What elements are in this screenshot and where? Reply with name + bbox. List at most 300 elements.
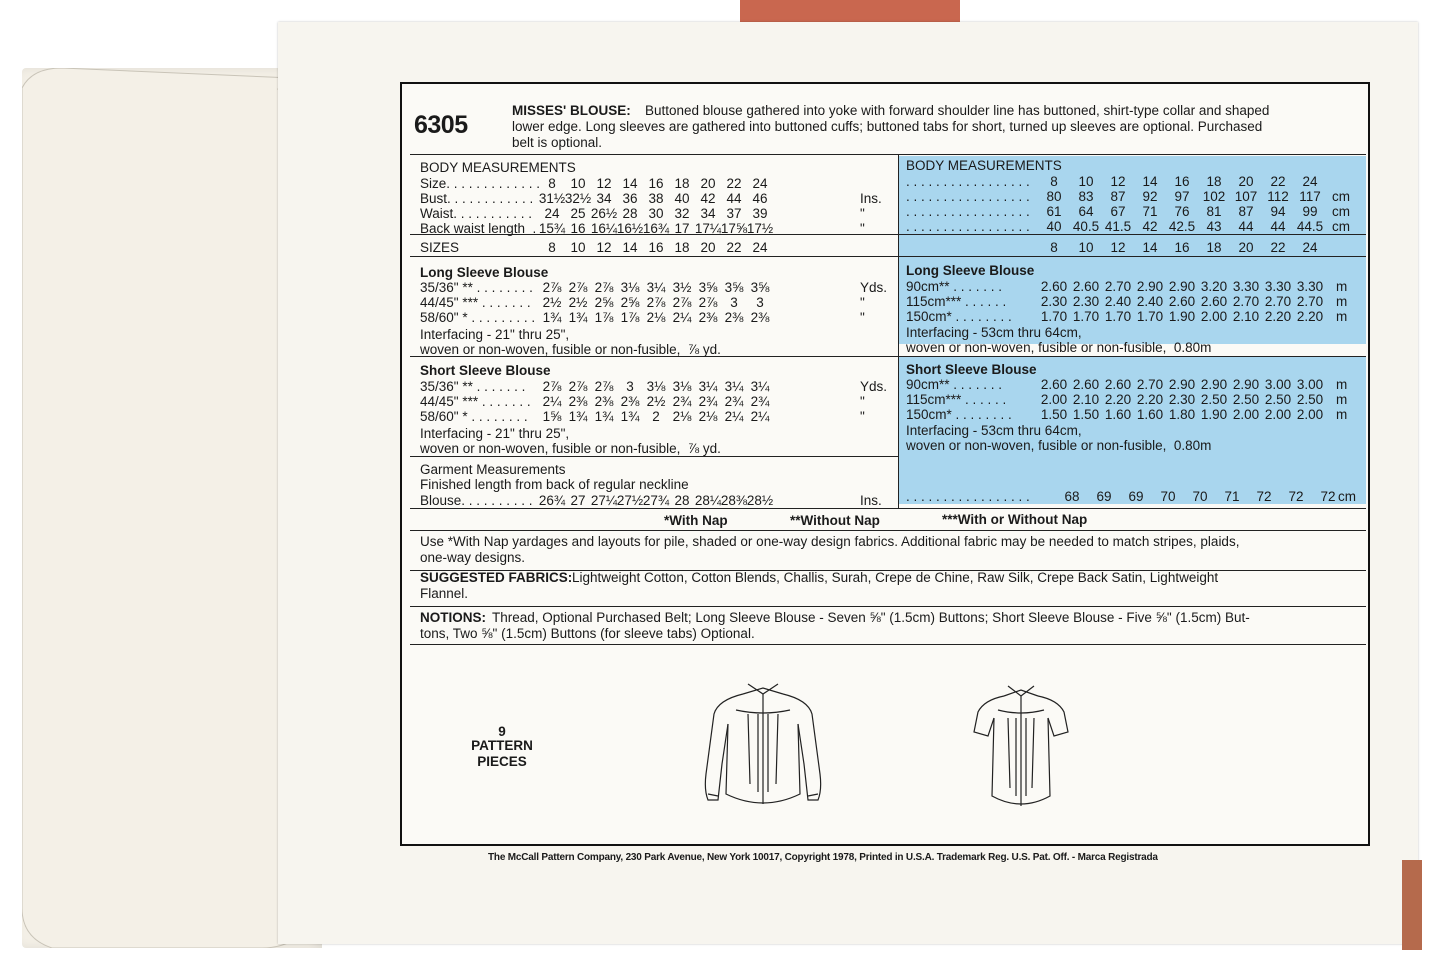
description-line-3: belt is optional. — [512, 135, 603, 150]
metric-short-interfacing-2: woven or non-woven, fusible or non-fusible, 0.80m — [906, 438, 1212, 453]
short-row-value: 2 — [652, 409, 660, 424]
metric-body-row-value: 40 — [1046, 219, 1062, 234]
long-row-value: 2⅜ — [750, 310, 770, 325]
metric-long-row-value: 1.70 — [1040, 309, 1068, 324]
pattern-number: 6305 — [414, 111, 468, 139]
metric-body-row-value: 24 — [1302, 174, 1318, 189]
metric-short-row-value: 2.90 — [1200, 377, 1228, 392]
metric-blouse-value: 72 — [1320, 489, 1336, 504]
metric-size-value: 24 — [1302, 240, 1318, 255]
metric-short-row-value: 2.70 — [1136, 377, 1164, 392]
metric-short-row-unit: m — [1336, 407, 1348, 422]
metric-long-row-value: 2.00 — [1200, 309, 1228, 324]
body-row-value: 46 — [752, 191, 768, 206]
short-sleeve-blouse-sketch — [966, 678, 1076, 818]
long-row-value: 3⅛ — [620, 280, 640, 295]
metric-short-row-value: 2.10 — [1072, 392, 1100, 407]
metric-blouse-value: 72 — [1288, 489, 1304, 504]
body-row-value: 17 — [674, 221, 690, 236]
metric-short-row-value: 2.30 — [1168, 392, 1196, 407]
metric-blouse-value: 71 — [1224, 489, 1240, 504]
metric-long-row-value: 1.70 — [1072, 309, 1100, 324]
blouse-row-label: Blouse. . . . . . . . . . — [420, 493, 533, 508]
body-measurements-title: BODY MEASUREMENTS — [420, 160, 576, 175]
notions-line-2: tons, Two ⅝" (1.5cm) Buttons (for sleeve tabs) Optional. — [420, 626, 755, 641]
metric-dots: . . . . . . . . . . . . . . . . . — [906, 219, 1030, 234]
metric-body-row-value: 43 — [1206, 219, 1222, 234]
metric-size-value: 10 — [1078, 240, 1094, 255]
body-row-unit: " — [860, 206, 865, 221]
metric-short-row-value: 2.50 — [1232, 392, 1260, 407]
metric-dots: . . . . . . . . . . . . . . . . . — [906, 204, 1030, 219]
short-row-value: 1¾ — [594, 409, 614, 424]
size-value: 14 — [622, 240, 638, 255]
metric-body-title: BODY MEASUREMENTS — [906, 158, 1062, 173]
metric-body-row-value: 61 — [1046, 204, 1062, 219]
blouse-row-value: 28½ — [746, 493, 774, 508]
long-row-value: 2⅞ — [698, 295, 718, 310]
body-row-value: 31½ — [538, 191, 566, 206]
metric-dots: . . . . . . . . . . . . . . . . . — [906, 489, 1030, 504]
short-row-value: 2¼ — [542, 394, 562, 409]
metric-long-row-value: 2.60 — [1200, 294, 1228, 309]
metric-short-interfacing-1: Interfacing - 53cm thru 64cm, — [906, 423, 1082, 438]
metric-body-row-value: 112 — [1267, 189, 1289, 204]
publisher-footer: The McCall Pattern Company, 230 Park Avenue, New York 10017, Copyright 1978, Printed in U.S.A. Trademark Reg. U.S. Pat. Off. - Marca Registrada — [488, 852, 1158, 863]
metric-long-row-value: 2.60 — [1072, 279, 1100, 294]
pattern-pieces-line-1: PATTERN — [471, 738, 533, 753]
use-note-line-2: one-way designs. — [420, 550, 526, 565]
metric-body-row-value: 22 — [1270, 174, 1286, 189]
description-line-2: lower edge. Long sleeves are gathered into buttoned cuffs; buttoned tabs for short, turned up sleeves are optional. Purchased — [512, 119, 1263, 134]
metric-blouse-value: 72 — [1256, 489, 1272, 504]
body-row-unit: Ins. — [860, 191, 882, 206]
metric-blouse-value: 69 — [1096, 489, 1112, 504]
long-row-unit: Yds. — [860, 280, 888, 295]
metric-short-row-value: 3.00 — [1264, 377, 1292, 392]
long-row-value: 2⅞ — [568, 280, 588, 295]
body-row-value: 18 — [674, 176, 690, 191]
metric-long-row-value: 3.30 — [1296, 279, 1324, 294]
long-row-value: 2⅞ — [542, 280, 562, 295]
metric-body-row-value: 92 — [1142, 189, 1158, 204]
metric-size-value: 22 — [1270, 240, 1286, 255]
body-row-value: 36 — [622, 191, 638, 206]
divider-sizes-left — [410, 256, 898, 257]
body-row-value: 39 — [752, 206, 768, 221]
metric-short-row-value: 2.50 — [1264, 392, 1292, 407]
metric-blouse-value: 70 — [1160, 489, 1176, 504]
metric-body-row-value: 80 — [1046, 189, 1062, 204]
metric-short-row-value: 2.90 — [1168, 377, 1196, 392]
metric-body-row-value: 41.5 — [1104, 219, 1132, 234]
metric-long-row-unit: m — [1336, 309, 1348, 324]
metric-long-row-value: 2.30 — [1072, 294, 1100, 309]
metric-body-row-value: 44 — [1238, 219, 1254, 234]
short-row-value: 2¾ — [698, 394, 718, 409]
metric-long-row-value: 1.90 — [1168, 309, 1196, 324]
body-row-value: 14 — [622, 176, 638, 191]
body-row-value: 20 — [700, 176, 716, 191]
metric-long-interfacing-1: Interfacing - 53cm thru 64cm, — [906, 325, 1082, 340]
metric-body-row-value: 83 — [1078, 189, 1094, 204]
body-row-value: 28 — [622, 206, 638, 221]
short-row-value: 3¼ — [724, 379, 744, 394]
body-row-value: 32½ — [564, 191, 592, 206]
short-row-value: 3⅛ — [672, 379, 692, 394]
long-row-value: 2⅞ — [646, 295, 666, 310]
long-row-value: 3⅝ — [750, 280, 770, 295]
metric-short-row-value: 1.60 — [1104, 407, 1132, 422]
body-row-value: 16½ — [616, 221, 644, 236]
size-value: 22 — [726, 240, 742, 255]
metric-blouse-value: 68 — [1064, 489, 1080, 504]
metric-body-row-value: 20 — [1238, 174, 1254, 189]
envelope-red-tab — [1402, 860, 1422, 950]
short-row-value: 1⅝ — [542, 409, 562, 424]
short-row-value: 3⅛ — [646, 379, 666, 394]
divider-naps — [410, 530, 1366, 531]
long-row-value: 2⅝ — [620, 295, 640, 310]
body-row-value: 34 — [700, 206, 716, 221]
metric-short-row-value: 2.20 — [1104, 392, 1132, 407]
body-row-value: 44 — [726, 191, 742, 206]
metric-size-value: 8 — [1050, 240, 1058, 255]
long-row-value: 3¼ — [646, 280, 666, 295]
metric-short-row-value: 2.20 — [1136, 392, 1164, 407]
metric-blouse-unit: cm — [1338, 489, 1356, 504]
long-interfacing-2: woven or non-woven, fusible or non-fusible, ⅞ yd. — [420, 342, 721, 357]
long-row-value: 3⅝ — [724, 280, 744, 295]
metric-body-row-value: 97 — [1174, 189, 1190, 204]
garment-subtitle: Finished length from back of regular neckline — [420, 477, 689, 492]
short-row-value: 2⅞ — [568, 379, 588, 394]
pattern-title: MISSES' BLOUSE: — [512, 103, 631, 118]
metric-short-row-value: 2.50 — [1200, 392, 1228, 407]
body-row-value: 15¾ — [538, 221, 566, 236]
size-value: 12 — [596, 240, 612, 255]
body-row-value: 12 — [596, 176, 612, 191]
metric-size-value: 12 — [1110, 240, 1126, 255]
metric-body-row-value: 42 — [1142, 219, 1158, 234]
metric-body-row-value: 67 — [1110, 204, 1126, 219]
metric-short-row-value: 2.50 — [1296, 392, 1324, 407]
body-row-value: 34 — [596, 191, 612, 206]
metric-short-row-value: 1.50 — [1040, 407, 1068, 422]
body-row-value: 40 — [674, 191, 690, 206]
short-row-value: 3¼ — [750, 379, 770, 394]
body-row-value: 16 — [570, 221, 586, 236]
metric-long-row-value: 2.70 — [1296, 294, 1324, 309]
metric-short-row-label: 90cm** . . . . . . . — [906, 377, 1003, 392]
body-row-value: 17⅝ — [720, 221, 748, 236]
divider-sizes-right — [898, 256, 1366, 257]
long-row-value: 2⅞ — [594, 280, 614, 295]
description-line-1: Buttoned blouse gathered into yoke with forward shoulder line has buttoned, shirt-type collar and shaped — [645, 103, 1270, 118]
short-row-value: 2⅜ — [620, 394, 640, 409]
metric-long-row-label: 90cm** . . . . . . . — [906, 279, 1003, 294]
long-sleeve-blouse-sketch — [688, 674, 838, 824]
short-row-label: 35/36" ** . . . . . . . — [420, 379, 526, 394]
metric-body-row-value: 18 — [1206, 174, 1222, 189]
metric-body-row-value: 44.5 — [1296, 219, 1324, 234]
body-row-value: 16¾ — [642, 221, 670, 236]
metric-short-row-value: 1.60 — [1136, 407, 1164, 422]
pattern-pieces-count: 9 — [498, 724, 506, 739]
metric-long-row-value: 2.70 — [1104, 279, 1132, 294]
metric-body-row-value: 71 — [1142, 204, 1158, 219]
metric-long-row-value: 2.30 — [1040, 294, 1068, 309]
metric-long-row-unit: m — [1336, 294, 1348, 309]
metric-dots: . . . . . . . . . . . . . . . . . — [906, 189, 1030, 204]
metric-body-row-unit: cm — [1332, 219, 1350, 234]
body-row-value: 26½ — [590, 206, 618, 221]
metric-long-interfacing-2: woven or non-woven, fusible or non-fusible, 0.80m — [906, 340, 1212, 355]
short-row-value: 2¾ — [672, 394, 692, 409]
notions-label: NOTIONS: — [420, 610, 486, 625]
short-row-value: 2½ — [646, 394, 666, 409]
metric-short-row-value: 1.80 — [1168, 407, 1196, 422]
suggested-fabrics-line-2: Flannel. — [420, 586, 469, 601]
blouse-row-value: 28 — [674, 493, 690, 508]
blouse-row-value: 27½ — [616, 493, 644, 508]
divider-fabrics — [410, 606, 1366, 607]
body-row-value: 30 — [648, 206, 664, 221]
long-row-value: 1¾ — [542, 310, 562, 325]
divider-notions — [410, 644, 1366, 645]
sizes-label: SIZES — [420, 240, 460, 255]
metric-short-row-value: 3.00 — [1296, 377, 1324, 392]
short-row-value: 2⅛ — [698, 409, 718, 424]
short-sleeve-title: Short Sleeve Blouse — [420, 363, 551, 378]
long-row-label: 35/36" ** . . . . . . . . — [420, 280, 533, 295]
blouse-row-value: 27 — [570, 493, 586, 508]
metric-short-row-label: 115cm*** . . . . . . — [906, 392, 1007, 407]
short-row-value: 2¼ — [724, 409, 744, 424]
size-value: 10 — [570, 240, 586, 255]
body-row-value: 16 — [648, 176, 664, 191]
metric-long-row-value: 2.60 — [1040, 279, 1068, 294]
metric-blouse-value: 69 — [1128, 489, 1144, 504]
divider-garment — [410, 508, 1366, 509]
metric-size-value: 18 — [1206, 240, 1222, 255]
suggested-fabrics-line-1: Lightweight Cotton, Cotton Blends, Challis, Surah, Crepe de Chine, Raw Silk, Crepe Back Satin, Lightweight — [572, 570, 1219, 585]
body-row-value: 37 — [726, 206, 742, 221]
metric-long-title: Long Sleeve Blouse — [906, 263, 1035, 278]
metric-short-row-value: 2.00 — [1040, 392, 1068, 407]
metric-body-row-value: 102 — [1202, 189, 1226, 204]
long-row-value: 2⅛ — [646, 310, 666, 325]
short-row-value: 2⅛ — [672, 409, 692, 424]
metric-long-row-value: 1.70 — [1104, 309, 1132, 324]
body-row-value: 16¼ — [590, 221, 618, 236]
body-row-label: Bust. . . . . . . . . . . . — [420, 191, 534, 206]
long-row-value: 2½ — [542, 295, 562, 310]
metric-short-row-label: 150cm* . . . . . . . . — [906, 407, 1012, 422]
metric-dots: . . . . . . . . . . . . . . . . . — [906, 174, 1030, 189]
short-row-label: 44/45" *** . . . . . . . — [420, 394, 531, 409]
long-interfacing-1: Interfacing - 21" thru 25", — [420, 327, 570, 342]
metric-long-row-value: 3.20 — [1200, 279, 1228, 294]
metric-short-row-value: 2.00 — [1296, 407, 1324, 422]
short-row-value: 2¼ — [750, 409, 770, 424]
body-row-value: 32 — [674, 206, 690, 221]
metric-body-row-value: 81 — [1206, 204, 1222, 219]
pattern-pieces-line-2: PIECES — [477, 754, 527, 769]
short-row-value: 1¾ — [620, 409, 640, 424]
long-row-value: 2⅜ — [724, 310, 744, 325]
blouse-row-value: 27¾ — [642, 493, 670, 508]
size-value: 16 — [648, 240, 664, 255]
without-nap-legend: **Without Nap — [790, 513, 880, 528]
metric-long-row-label: 150cm* . . . . . . . . — [906, 309, 1012, 324]
size-value: 8 — [548, 240, 556, 255]
metric-body-row-value: 76 — [1174, 204, 1190, 219]
metric-body-row-value: 87 — [1110, 189, 1126, 204]
long-row-value: 2⅜ — [698, 310, 718, 325]
short-row-unit: " — [860, 409, 865, 424]
metric-short-row-unit: m — [1336, 377, 1348, 392]
body-row-value: 24 — [544, 206, 560, 221]
metric-short-row-value: 1.90 — [1200, 407, 1228, 422]
body-row-value: 38 — [648, 191, 664, 206]
body-row-value: 10 — [570, 176, 586, 191]
metric-short-title: Short Sleeve Blouse — [906, 362, 1037, 377]
metric-body-row-value: 10 — [1078, 174, 1094, 189]
pattern-info-panel — [400, 82, 1370, 846]
long-row-value: 2½ — [568, 295, 588, 310]
long-row-unit: " — [860, 295, 865, 310]
metric-long-row-value: 2.40 — [1104, 294, 1132, 309]
metric-size-value: 16 — [1174, 240, 1190, 255]
metric-short-row-value: 2.00 — [1232, 407, 1260, 422]
metric-short-row-value: 2.60 — [1040, 377, 1068, 392]
long-row-value: 3⅝ — [698, 280, 718, 295]
metric-body-row-value: 40.5 — [1072, 219, 1100, 234]
body-row-value: 25 — [570, 206, 586, 221]
metric-long-row-value: 2.70 — [1232, 294, 1260, 309]
garment-title: Garment Measurements — [420, 462, 566, 477]
long-row-label: 58/60" * . . . . . . . . . — [420, 310, 536, 325]
metric-short-row-value: 2.60 — [1104, 377, 1132, 392]
metric-body-row-value: 64 — [1078, 204, 1094, 219]
long-row-value: 1⅞ — [594, 310, 614, 325]
metric-long-row-value: 3.30 — [1264, 279, 1292, 294]
short-row-value: 3 — [626, 379, 634, 394]
divider-body-right — [898, 234, 1366, 235]
body-row-label: Waist. . . . . . . . . . . — [420, 206, 533, 221]
metric-long-row-value: 2.70 — [1264, 294, 1292, 309]
suggested-fabrics-label: SUGGESTED FABRICS: — [420, 570, 573, 585]
blouse-row-value: 26¾ — [538, 493, 566, 508]
metric-body-row-value: 107 — [1234, 189, 1258, 204]
metric-size-value: 20 — [1238, 240, 1254, 255]
divider-long-right — [898, 356, 1366, 357]
with-nap-legend: *With Nap — [664, 513, 728, 528]
metric-long-row-value: 2.20 — [1296, 309, 1324, 324]
body-row-value: 24 — [752, 176, 768, 191]
short-row-value: 2¾ — [724, 394, 744, 409]
long-row-unit: " — [860, 310, 865, 325]
blouse-row-value: 27¼ — [590, 493, 618, 508]
blouse-row-value: 28¼ — [694, 493, 722, 508]
size-value: 18 — [674, 240, 690, 255]
long-row-value: 3 — [756, 295, 764, 310]
either-nap-legend: ***With or Without Nap — [942, 512, 1088, 527]
metric-long-row-unit: m — [1336, 279, 1348, 294]
short-row-value: 3¼ — [698, 379, 718, 394]
blouse-row-value: 28⅜ — [720, 493, 748, 508]
metric-body-row-unit: cm — [1332, 204, 1350, 219]
body-row-unit: " — [860, 221, 865, 236]
metric-body-row-value: 8 — [1050, 174, 1058, 189]
short-row-value: 2⅞ — [594, 379, 614, 394]
short-interfacing-1: Interfacing - 21" thru 25", — [420, 426, 570, 441]
metric-body-row-value: 14 — [1142, 174, 1158, 189]
short-row-unit: " — [860, 394, 865, 409]
metric-body-row-value: 16 — [1174, 174, 1190, 189]
metric-short-row-value: 2.90 — [1232, 377, 1260, 392]
metric-long-row-value: 3.30 — [1232, 279, 1260, 294]
metric-body-row-value: 42.5 — [1168, 219, 1196, 234]
metric-blouse-value: 70 — [1192, 489, 1208, 504]
long-row-value: 3½ — [672, 280, 692, 295]
long-row-label: 44/45" *** . . . . . . . — [420, 295, 531, 310]
metric-short-row-value: 2.00 — [1264, 407, 1292, 422]
metric-long-row-value: 2.90 — [1136, 279, 1164, 294]
body-row-label: Size. . . . . . . . . . . . . — [420, 176, 541, 191]
divider-center — [898, 154, 899, 508]
metric-body-row-value: 99 — [1302, 204, 1318, 219]
long-row-value: 2¼ — [672, 310, 692, 325]
metric-long-row-value: 2.60 — [1168, 294, 1196, 309]
long-row-value: 1⅞ — [620, 310, 640, 325]
metric-body-row-value: 12 — [1110, 174, 1126, 189]
body-row-value: 17¼ — [694, 221, 722, 236]
size-value: 20 — [700, 240, 716, 255]
long-row-value: 2⅞ — [672, 295, 692, 310]
blouse-row-unit: Ins. — [860, 493, 882, 508]
body-row-value: 17½ — [746, 221, 774, 236]
metric-long-row-value: 2.40 — [1136, 294, 1164, 309]
metric-body-row-value: 44 — [1270, 219, 1286, 234]
body-row-label: Back waist length . — [420, 221, 537, 236]
metric-body-row-value: 117 — [1299, 189, 1321, 204]
metric-short-row-value: 1.50 — [1072, 407, 1100, 422]
short-row-unit: Yds. — [860, 379, 888, 394]
notions-line-1: Thread, Optional Purchased Belt; Long Sleeve Blouse - Seven ⅝" (1.5cm) Buttons; Short Sleeve Blouse - Five ⅝" (1.5cm) But- — [492, 610, 1250, 625]
metric-body-row-value: 87 — [1238, 204, 1254, 219]
metric-body-row-unit: cm — [1332, 189, 1350, 204]
size-value: 24 — [752, 240, 768, 255]
body-row-value: 8 — [548, 176, 556, 191]
short-row-value: 2¾ — [750, 394, 770, 409]
metric-long-row-label: 115cm*** . . . . . . — [906, 294, 1007, 309]
short-row-label: 58/60" * . . . . . . . . — [420, 409, 528, 424]
metric-body-row-value: 94 — [1270, 204, 1286, 219]
metric-short-row-unit: m — [1336, 392, 1348, 407]
long-row-value: 3 — [730, 295, 738, 310]
divider-top — [410, 154, 1366, 155]
long-row-value: 2⅝ — [594, 295, 614, 310]
body-row-value: 42 — [700, 191, 716, 206]
short-row-value: 1¾ — [568, 409, 588, 424]
metric-long-row-value: 2.10 — [1232, 309, 1260, 324]
metric-long-row-value: 2.90 — [1168, 279, 1196, 294]
short-row-value: 2⅜ — [594, 394, 614, 409]
short-interfacing-2: woven or non-woven, fusible or non-fusible, ⅞ yd. — [420, 441, 721, 456]
short-row-value: 2⅜ — [568, 394, 588, 409]
